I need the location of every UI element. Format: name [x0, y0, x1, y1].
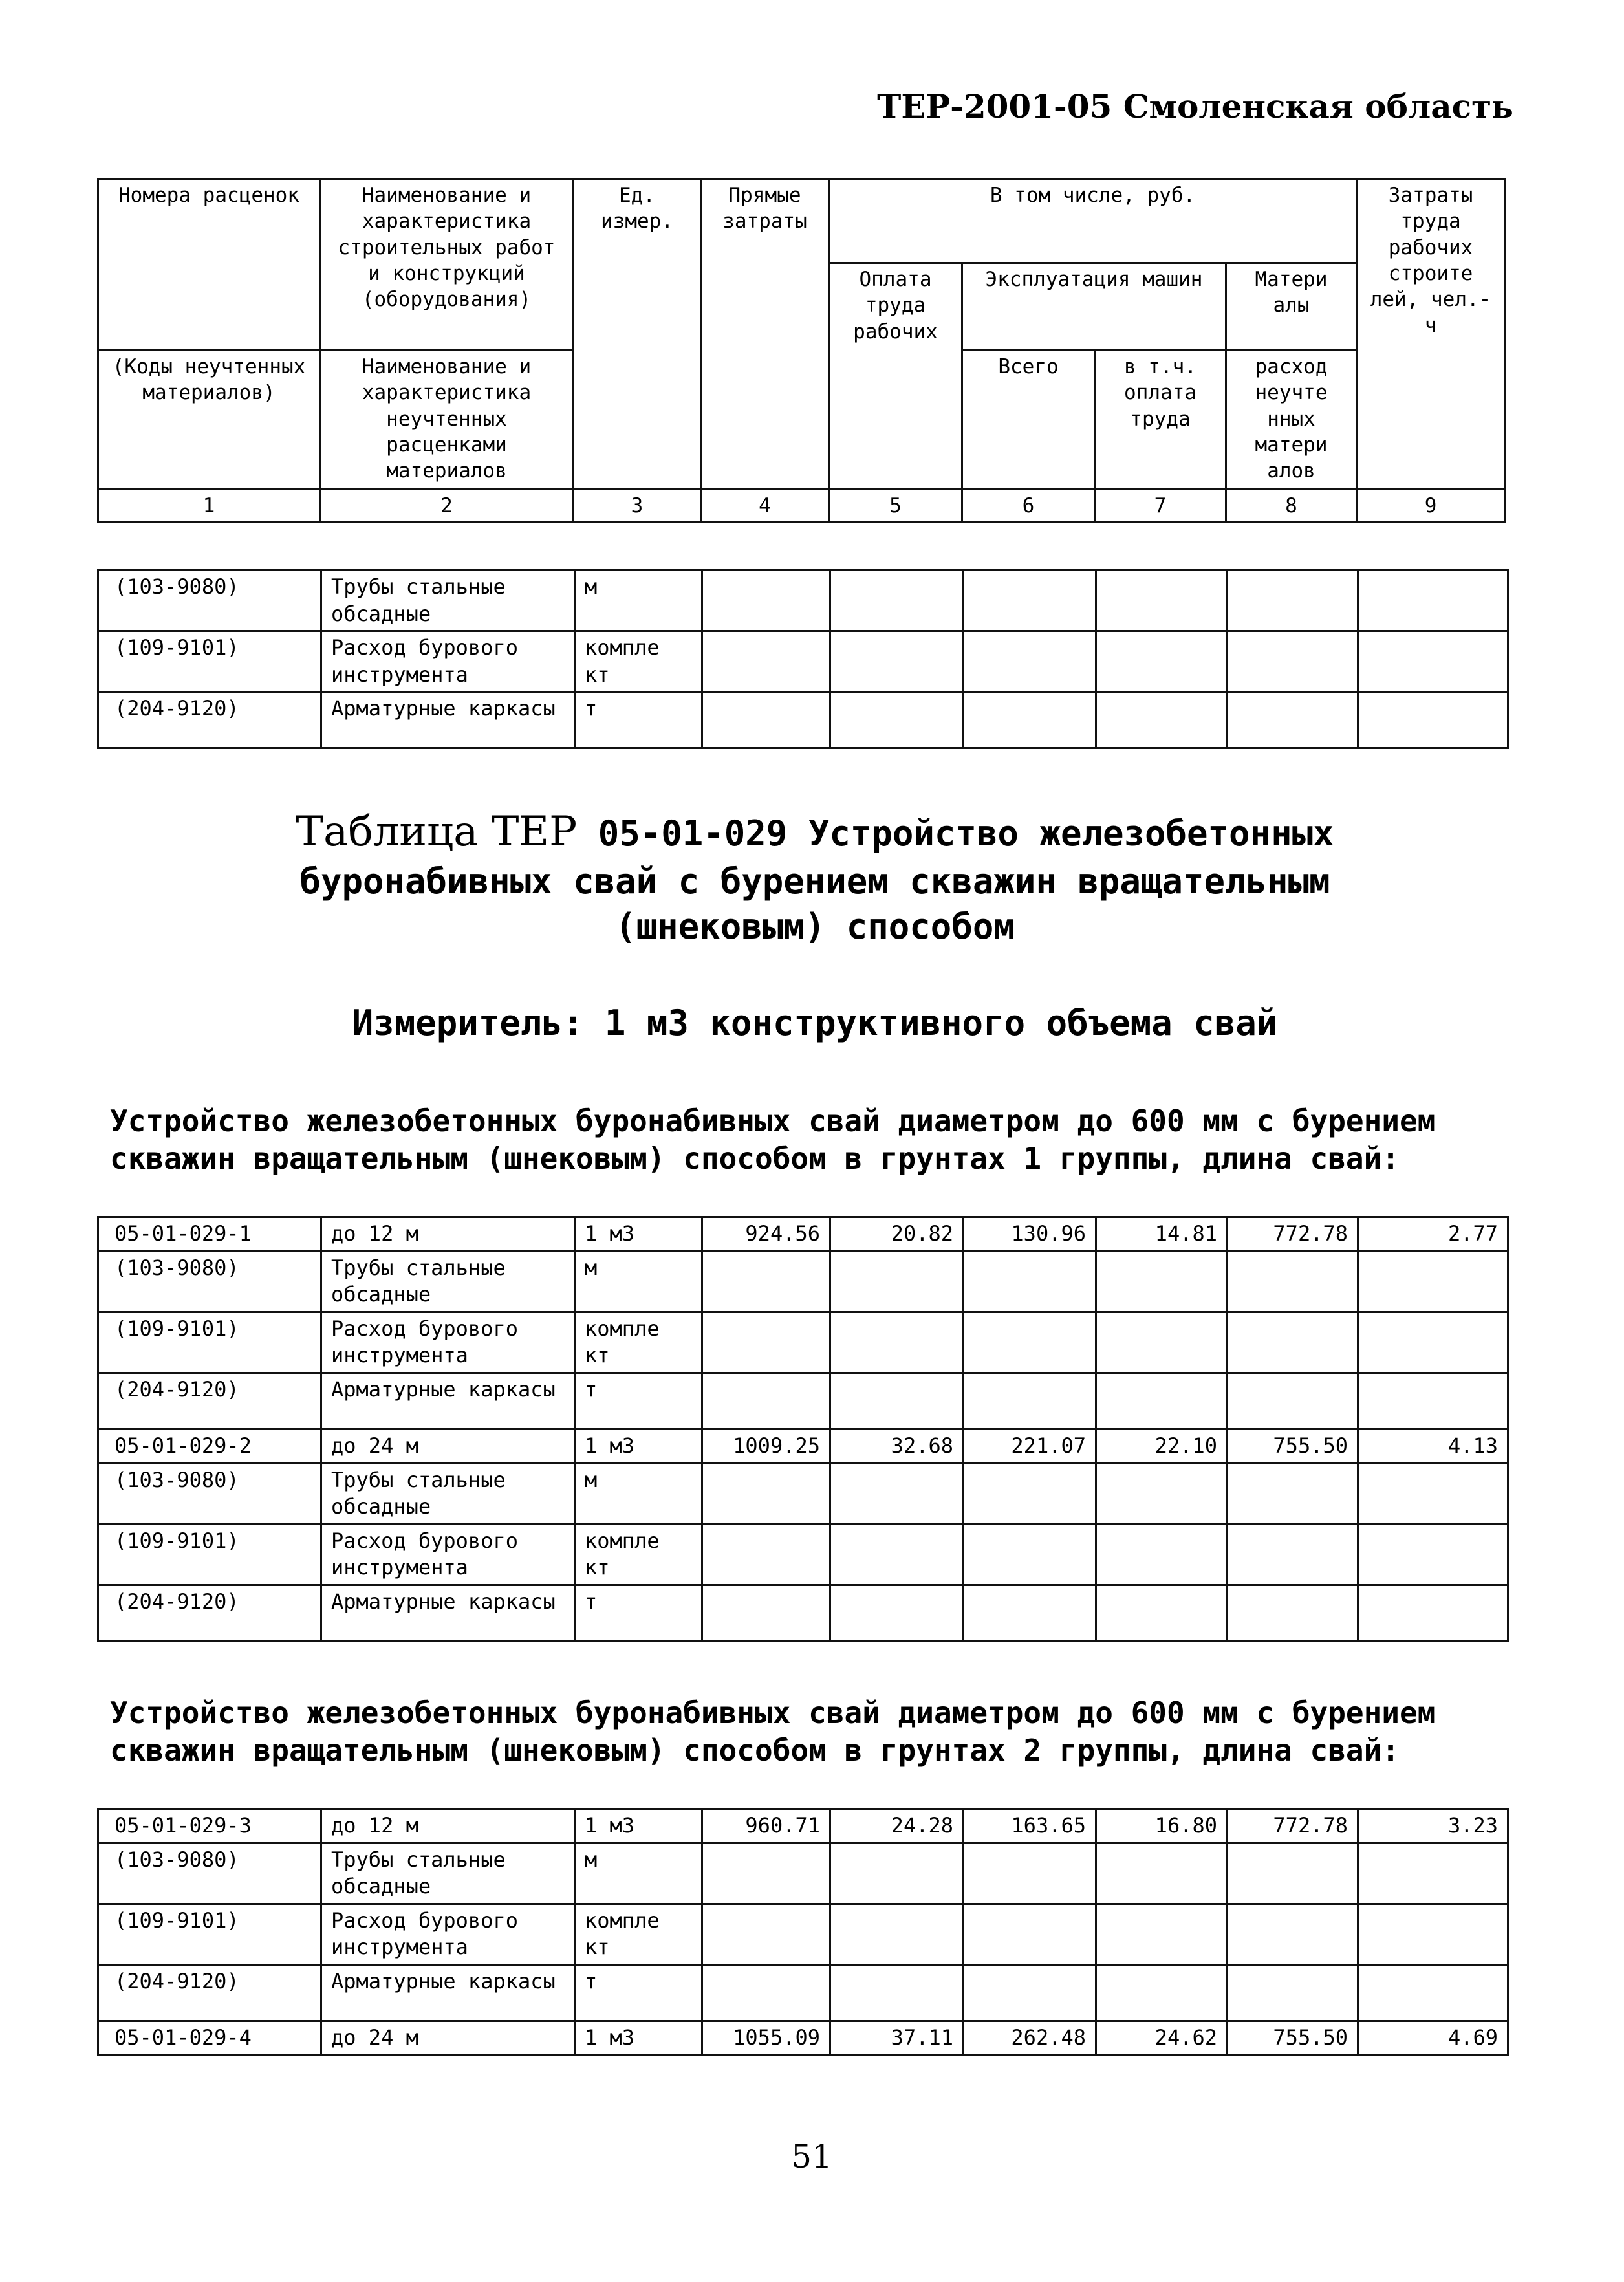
code-cell: (204-9120) [98, 1373, 321, 1429]
materials-cell [1228, 1524, 1358, 1585]
col-header-unaccounted-materials: расход неучте нных матери алов [1226, 351, 1357, 490]
labor-cost-cell: 4.13 [1358, 1429, 1508, 1463]
direct-cost-cell [702, 1312, 830, 1373]
material-row [98, 1585, 1508, 1641]
code-cell: (109-9101) [98, 631, 321, 692]
machines-pay-cell [1096, 1964, 1228, 2021]
section-1-title: Устройство железобетонных буронабивных свай диаметром до 600 мм с бурением скважин вращательным (шнековым) способом в грунтах 1 группы, длина свай: [110, 1103, 1436, 1176]
col-number-7: 7 [1095, 490, 1226, 523]
direct-cost-cell: 960.71 [702, 1809, 830, 1843]
machines-total-cell: 163.65 [964, 1809, 1096, 1843]
col-number-1: 1 [98, 490, 320, 523]
labor-cost-cell: 4.69 [1358, 2021, 1508, 2055]
direct-cost-cell: 1055.09 [702, 2021, 830, 2055]
code-cell: 05-01-029-1 [98, 1217, 321, 1252]
direct-cost-cell [702, 570, 830, 631]
col-number-2: 2 [320, 490, 574, 523]
machines-pay-cell: 22.10 [1096, 1429, 1228, 1463]
code-cell: (204-9120) [98, 1964, 321, 2021]
labor-pay-cell [830, 1251, 964, 1312]
labor-cost-cell: 3.23 [1358, 1809, 1508, 1843]
unit-cell: т [575, 692, 702, 748]
materials-cell [1228, 570, 1358, 631]
code-cell: (204-9120) [98, 1585, 321, 1641]
machines-pay-cell: 24.62 [1096, 2021, 1228, 2055]
unit-cell: компле кт [575, 631, 702, 692]
machines-pay-cell [1096, 1524, 1228, 1585]
machines-total-cell: 130.96 [964, 1217, 1096, 1252]
unit-cell: м [575, 570, 702, 631]
rate-row [98, 1809, 1508, 1843]
material-row [98, 570, 1508, 631]
unit-cell: м [575, 1251, 702, 1312]
material-row [98, 692, 1508, 748]
labor-pay-cell [830, 1524, 964, 1585]
machines-pay-cell [1096, 1585, 1228, 1641]
labor-cost-cell [1358, 1373, 1508, 1429]
machines-total-cell [964, 1964, 1096, 2021]
material-row [98, 1524, 1508, 1585]
page-header-title: ТЕР-2001-05 Смоленская область [877, 87, 1513, 125]
col-header-including: В том числе, руб. [829, 179, 1357, 263]
page-number: 51 [791, 2138, 832, 2175]
unit-cell: м [575, 1843, 702, 1904]
col-number-8: 8 [1226, 490, 1357, 523]
direct-cost-cell [702, 1585, 830, 1641]
col-header-unaccounted-name: Наименование и характеристика неучтенных расценками материалов [320, 351, 574, 490]
labor-pay-cell: 20.82 [830, 1217, 964, 1252]
code-cell: (103-9080) [98, 1463, 321, 1524]
col-header-rate-numbers: Номера расценок [98, 179, 320, 351]
name-cell: Арматурные каркасы [321, 1964, 575, 2021]
machines-total-cell: 262.48 [964, 2021, 1096, 2055]
direct-cost-cell [702, 1843, 830, 1904]
labor-pay-cell [830, 570, 964, 631]
labor-cost-cell [1358, 1463, 1508, 1524]
labor-pay-cell [830, 631, 964, 692]
materials-cell [1228, 1463, 1358, 1524]
materials-cell [1228, 1373, 1358, 1429]
col-header-unit: Ед. измер. [574, 179, 701, 490]
direct-cost-cell [702, 1524, 830, 1585]
unit-cell: т [575, 1585, 702, 1641]
name-cell: Арматурные каркасы [321, 1373, 575, 1429]
col-number-5: 5 [829, 490, 962, 523]
code-cell: (109-9101) [98, 1312, 321, 1373]
labor-pay-cell [830, 1843, 964, 1904]
col-number-6: 6 [962, 490, 1095, 523]
machines-pay-cell [1096, 1251, 1228, 1312]
materials-cell [1228, 1843, 1358, 1904]
materials-cell [1228, 1904, 1358, 1964]
direct-cost-cell [702, 1904, 830, 1964]
materials-cell [1228, 1251, 1358, 1312]
col-header-machines-pay: в т.ч. оплата труда [1095, 351, 1226, 490]
materials-cell: 755.50 [1228, 2021, 1358, 2055]
name-cell: Расход бурового инструмента [321, 1904, 575, 1964]
machines-pay-cell [1096, 1373, 1228, 1429]
name-cell: до 12 м [321, 1809, 575, 1843]
material-row [98, 1904, 1508, 1964]
labor-cost-cell: 2.77 [1358, 1217, 1508, 1252]
machines-pay-cell [1096, 1843, 1228, 1904]
code-cell: (204-9120) [98, 692, 321, 748]
machines-total-cell [964, 1373, 1096, 1429]
unit-cell: т [575, 1373, 702, 1429]
machines-pay-cell [1096, 1904, 1228, 1964]
table-title-prefix: Таблица ТЕР [296, 808, 578, 856]
materials-cell: 772.78 [1228, 1809, 1358, 1843]
code-cell: 05-01-029-4 [98, 2021, 321, 2055]
rate-row [98, 1217, 1508, 1252]
materials-cell: 772.78 [1228, 1217, 1358, 1252]
section-2-table [97, 1808, 1509, 2056]
rate-row [98, 1429, 1508, 1463]
material-row [98, 1312, 1508, 1373]
material-row [98, 1843, 1508, 1904]
labor-cost-cell [1358, 631, 1508, 692]
direct-cost-cell: 1009.25 [702, 1429, 830, 1463]
material-row [98, 1463, 1508, 1524]
col-number-3: 3 [574, 490, 701, 523]
col-header-work-name: Наименование и характеристика строительных работ и конструкций (оборудования) [320, 179, 574, 351]
unit-cell: 1 м3 [575, 1217, 702, 1252]
machines-total-cell [964, 692, 1096, 748]
direct-cost-cell [702, 1964, 830, 2021]
material-row [98, 1251, 1508, 1312]
machines-pay-cell [1096, 1312, 1228, 1373]
code-cell: (103-9080) [98, 1843, 321, 1904]
labor-pay-cell [830, 1585, 964, 1641]
table-title-line1: 05-01-029 Устройство железобетонных [598, 813, 1334, 854]
labor-cost-cell [1358, 1585, 1508, 1641]
labor-cost-cell [1358, 692, 1508, 748]
section-2-rows [98, 1809, 1508, 2056]
labor-pay-cell [830, 1964, 964, 2021]
labor-pay-cell: 24.28 [830, 1809, 964, 1843]
machines-total-cell [964, 631, 1096, 692]
material-row [98, 1964, 1508, 2021]
col-header-machines: Эксплуатация машин [962, 263, 1226, 351]
code-cell: (109-9101) [98, 1524, 321, 1585]
labor-pay-cell [830, 1904, 964, 1964]
section-1-table [97, 1216, 1509, 1642]
machines-total-cell: 221.07 [964, 1429, 1096, 1463]
col-header-unaccounted-codes: (Коды неучтенных материалов) [98, 351, 320, 490]
code-cell: (103-9080) [98, 570, 321, 631]
labor-cost-cell [1358, 1904, 1508, 1964]
name-cell: Трубы стальные обсадные [321, 1843, 575, 1904]
labor-cost-cell [1358, 1964, 1508, 2021]
col-number-9: 9 [1357, 490, 1505, 523]
name-cell: до 12 м [321, 1217, 575, 1252]
labor-cost-cell [1358, 570, 1508, 631]
direct-cost-cell [702, 631, 830, 692]
unit-cell: компле кт [575, 1904, 702, 1964]
labor-pay-cell [830, 1463, 964, 1524]
labor-cost-cell [1358, 1251, 1508, 1312]
machines-total-cell [964, 1251, 1096, 1312]
col-number-4: 4 [701, 490, 829, 523]
col-header-materials: Матери алы [1226, 263, 1357, 351]
name-cell: Расход бурового инструмента [321, 1524, 575, 1585]
material-row [98, 631, 1508, 692]
unit-cell: 1 м3 [575, 1429, 702, 1463]
table-title-line2: буронабивных свай с бурением скважин вращательным [299, 861, 1330, 902]
code-cell: 05-01-029-2 [98, 1429, 321, 1463]
machines-pay-cell: 16.80 [1096, 1809, 1228, 1843]
direct-cost-cell [702, 1373, 830, 1429]
materials-cell [1228, 1964, 1358, 2021]
machines-pay-cell [1096, 570, 1228, 631]
unit-cell: м [575, 1463, 702, 1524]
machines-total-cell [964, 1312, 1096, 1373]
labor-pay-cell [830, 1373, 964, 1429]
unit-cell: т [575, 1964, 702, 2021]
machines-total-cell [964, 1524, 1096, 1585]
materials-cell [1228, 692, 1358, 748]
direct-cost-cell [702, 692, 830, 748]
unit-cell: компле кт [575, 1312, 702, 1373]
material-row [98, 1373, 1508, 1429]
table-title-line3: (шнековым) способом [615, 906, 1015, 948]
table-title [97, 805, 1533, 950]
labor-pay-cell [830, 1312, 964, 1373]
labor-pay-cell: 37.11 [830, 2021, 964, 2055]
direct-cost-cell: 924.56 [702, 1217, 830, 1252]
machines-pay-cell [1096, 631, 1228, 692]
unit-cell: 1 м3 [575, 2021, 702, 2055]
labor-pay-cell: 32.68 [830, 1429, 964, 1463]
machines-total-cell [964, 1843, 1096, 1904]
unit-cell: 1 м3 [575, 1809, 702, 1843]
machines-pay-cell: 14.81 [1096, 1217, 1228, 1252]
code-cell: (109-9101) [98, 1904, 321, 1964]
name-cell: Трубы стальные обсадные [321, 1251, 575, 1312]
labor-cost-cell [1358, 1524, 1508, 1585]
labor-cost-cell [1358, 1312, 1508, 1373]
machines-pay-cell [1096, 1463, 1228, 1524]
section-2-title: Устройство железобетонных буронабивных свай диаметром до 600 мм с бурением скважин вращательным (шнековым) способом в грунтах 2 группы, длина свай: [110, 1695, 1436, 1768]
section-1-rows [98, 1217, 1508, 1642]
direct-cost-cell [702, 1251, 830, 1312]
materials-cell: 755.50 [1228, 1429, 1358, 1463]
rate-row [98, 2021, 1508, 2055]
materials-cell [1228, 1312, 1358, 1373]
code-cell: 05-01-029-3 [98, 1809, 321, 1843]
measure-unit: Измеритель: 1 м3 конструктивного объема свай [352, 1003, 1278, 1043]
previous-table-continuation [97, 569, 1509, 749]
name-cell: Расход бурового инструмента [321, 631, 575, 692]
direct-cost-cell [702, 1463, 830, 1524]
labor-cost-cell [1358, 1843, 1508, 1904]
name-cell: Расход бурового инструмента [321, 1312, 575, 1373]
unit-cell: компле кт [575, 1524, 702, 1585]
col-header-labor-costs: Затраты труда рабочих строите лей, чел.-ч [1357, 179, 1505, 490]
prev-rows [98, 570, 1508, 748]
machines-total-cell [964, 1585, 1096, 1641]
machines-total-cell [964, 1463, 1096, 1524]
col-header-direct-costs: Прямые затраты [701, 179, 829, 490]
name-cell: до 24 м [321, 2021, 575, 2055]
col-header-machines-total: Всего [962, 351, 1095, 490]
labor-pay-cell [830, 692, 964, 748]
materials-cell [1228, 1585, 1358, 1641]
code-cell: (103-9080) [98, 1251, 321, 1312]
name-cell: Арматурные каркасы [321, 692, 575, 748]
column-header-table [97, 178, 1506, 523]
name-cell: Трубы стальные обсадные [321, 570, 575, 631]
name-cell: Арматурные каркасы [321, 1585, 575, 1641]
machines-pay-cell [1096, 692, 1228, 748]
name-cell: Трубы стальные обсадные [321, 1463, 575, 1524]
machines-total-cell [964, 570, 1096, 631]
name-cell: до 24 м [321, 1429, 575, 1463]
col-header-labor-pay: Оплата труда рабочих [829, 263, 962, 490]
materials-cell [1228, 631, 1358, 692]
machines-total-cell [964, 1904, 1096, 1964]
